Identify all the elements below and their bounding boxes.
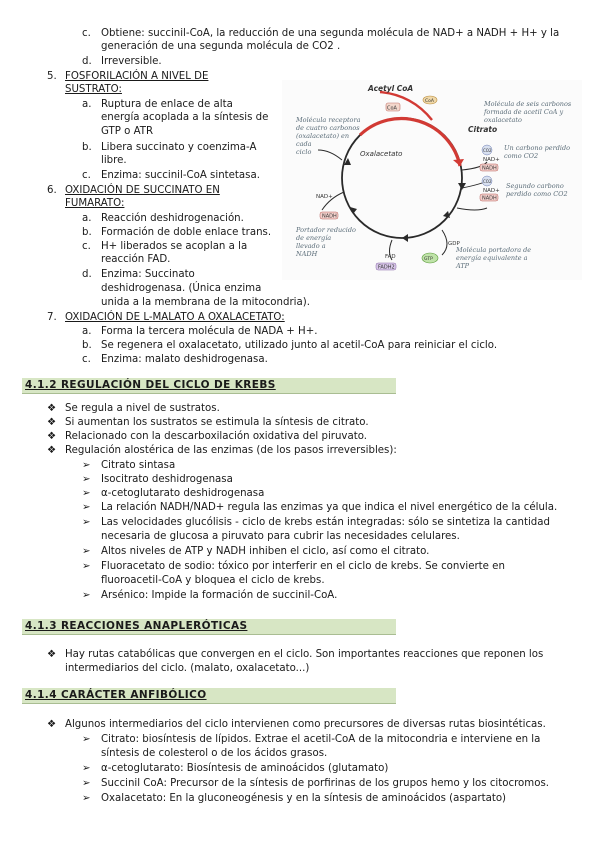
text-line: Enzima: malato deshidrogenasa.	[101, 354, 268, 365]
citrate-label: Citrato	[468, 125, 498, 134]
diamond-bullet-icon: ❖	[47, 403, 57, 414]
annotation: perdido como CO2	[506, 190, 568, 198]
list-marker: c.	[82, 28, 91, 39]
arrow-bullet-icon: ➢	[82, 546, 91, 557]
annotation: Molécula de seis carbonos	[484, 100, 572, 108]
sub-bullet-text: Las velocidades glucólisis - ciclo de krebs están integradas: sólo se sintetiza la cantidad	[101, 517, 550, 528]
annotation: Un carbono perdido	[504, 144, 571, 152]
diamond-bullet-icon: ❖	[47, 719, 57, 730]
list-number: 5.	[47, 71, 57, 82]
bullet-text: Relacionado con la descarboxilación oxidativa del piruvato.	[65, 431, 367, 442]
bullet-text: Hay rutas catabólicas que convergen en el ciclo. Son importantes reacciones que reponen los	[65, 649, 544, 660]
annotation: Molécula portadora de	[456, 246, 532, 254]
fadh2-label: FADH2	[378, 264, 395, 271]
diamond-bullet-icon: ❖	[47, 431, 57, 442]
arrow-bullet-icon: ➢	[82, 561, 91, 572]
list-marker: d.	[82, 269, 92, 280]
text-line: Enzima: Succinato	[101, 269, 195, 280]
text-line: energía acoplada a la síntesis de	[101, 112, 269, 123]
list-marker: b.	[82, 142, 92, 153]
section-heading	[22, 619, 396, 635]
sub-bullet-text: Arsénico: Impide la formación de succinil-CoA.	[101, 590, 338, 601]
gdp-label: GDP	[448, 241, 460, 247]
text-line: Enzima: succinil-CoA sintetasa.	[101, 170, 260, 181]
bullet-text: Regulación alostérica de las enzimas (de los pasos irreversibles):	[65, 445, 397, 456]
annotation: NADH	[296, 250, 318, 258]
text-line: Formación de doble enlace trans.	[101, 227, 272, 238]
section-title: 4.1.2 REGULACIÓN DEL CICLO DE KREBS	[25, 379, 276, 391]
nadh-label: NADH	[322, 213, 337, 220]
annotation: (oxalacetato) en	[296, 132, 350, 140]
text-line: unida a la membrana de la mitocondria).	[101, 297, 310, 308]
coa-label-2: CoA	[425, 99, 434, 104]
oxalacetate-label: Oxalacetato	[360, 150, 403, 158]
text-line: reacción FAD.	[101, 254, 171, 265]
list-marker: b.	[82, 340, 92, 351]
arrow-bullet-icon: ➢	[82, 763, 91, 774]
arrow-bullet-icon: ➢	[82, 517, 91, 528]
co2-label: CO2	[483, 148, 492, 153]
sub-bullet-text: La relación NADH/NAD+ regula las enzimas ya que indica el nivel energético de la célula.	[101, 502, 558, 513]
text-line: Irreversible.	[101, 56, 162, 67]
arrow-bullet-icon: ➢	[82, 488, 91, 499]
item-heading: FOSFORILACIÓN A NIVEL DE	[65, 71, 209, 82]
sub-bullet-text: Fluoracetato de sodio: tóxico por interferir en el ciclo de krebs. Se convierte en	[101, 561, 505, 572]
annotation: oxalacetato	[484, 116, 522, 124]
annotation: Portador reducido	[296, 226, 356, 234]
annotation: ciclo	[296, 148, 312, 156]
sub-bullet-text: Citrato sintasa	[101, 460, 176, 471]
co2-label: CO2	[483, 179, 492, 184]
fad-label: FAD	[385, 254, 396, 260]
list-marker: d.	[82, 56, 92, 67]
arrow-bullet-icon: ➢	[82, 474, 91, 485]
nadh-label: NADH	[482, 165, 497, 172]
bullet-text: Se regula a nivel de sustratos.	[65, 403, 220, 414]
list-marker: c.	[82, 170, 91, 181]
arrow-bullet-icon: ➢	[82, 502, 91, 513]
item-heading: OXIDACIÓN DE L-MALATO A OXALACETATO:	[65, 312, 285, 323]
sub-bullet-text: Citrato: biosíntesis de lípidos. Extrae el acetil-CoA de la mitocondria e interviene en la	[101, 734, 541, 745]
annotation: como CO2	[504, 152, 539, 160]
annotation: cada	[296, 140, 312, 148]
text-line: Ruptura de enlace de alta	[101, 99, 233, 110]
text-line: Obtiene: succinil-CoA, la reducción de una segunda molécula de NAD+ a NADH + H+ y la	[101, 28, 560, 39]
bullet-text: Algunos intermediarios del ciclo intervienen como precursores de diversas rutas biosintéticas.	[65, 719, 546, 730]
section-title: 4.1.3 REACCIONES ANAPLERÓTICAS	[25, 620, 248, 632]
list-marker: a.	[82, 99, 92, 110]
diamond-bullet-icon: ❖	[47, 649, 57, 660]
krebs-cycle-diagram	[282, 80, 582, 280]
text-line: libre.	[101, 155, 127, 166]
item-heading: OXIDACIÓN DE SUCCINATO EN	[65, 185, 220, 196]
annotation: Segundo carbono	[506, 182, 564, 190]
nad-label: NAD+	[316, 194, 333, 200]
section-heading	[22, 378, 396, 394]
arrow-bullet-icon: ➢	[82, 793, 91, 804]
gtp-label: GTP	[424, 257, 433, 262]
section-title: 4.1.4 CARÁCTER ANFIBÓLICO	[25, 689, 207, 701]
arrow-bullet-icon: ➢	[82, 734, 91, 745]
arrow-bullet-icon: ➢	[82, 590, 91, 601]
text-line: Se regenera el oxalacetato, utilizado junto al acetil-CoA para reiniciar el ciclo.	[101, 340, 498, 351]
text-line: generación de una segunda molécula de CO2 .	[101, 41, 341, 52]
nad-label: NAD+	[483, 157, 500, 163]
sub-bullet-text: necesaria de glucosa a piruvato para cubrir las necesidades celulares.	[101, 531, 460, 542]
list-marker: c.	[82, 241, 91, 252]
sub-bullet-text: fluoroacetil-CoA y bloquea el ciclo de krebs.	[101, 575, 325, 586]
list-marker: a.	[82, 213, 92, 224]
sub-bullet-text: α-cetoglutarato deshidrogenasa	[101, 488, 265, 499]
item-heading: SUSTRATO:	[65, 84, 122, 95]
sub-bullet-text: síntesis de colesterol o de los ácidos grasos.	[101, 748, 328, 759]
coa-label: CoA	[387, 105, 397, 112]
section-heading	[22, 688, 396, 704]
bullet-text: intermediarios del ciclo. (malato, oxalacetato...)	[65, 663, 310, 674]
annotation: energía equivalente a	[456, 254, 528, 262]
sub-bullet-text: Succinil CoA: Precursor de la síntesis de porfirinas de los grupos hemo y los citocromos.	[101, 778, 549, 789]
arrow-bullet-icon: ➢	[82, 778, 91, 789]
annotation: ATP	[456, 262, 470, 270]
diamond-bullet-icon: ❖	[47, 417, 57, 428]
annotation: de energía	[296, 234, 332, 242]
sub-bullet-text: Isocitrato deshidrogenasa	[101, 474, 233, 485]
list-marker: b.	[82, 227, 92, 238]
list-number: 7.	[47, 312, 57, 323]
list-marker: a.	[82, 326, 92, 337]
annotation: formada de acetil CoA y	[484, 108, 564, 116]
diamond-bullet-icon: ❖	[47, 445, 57, 456]
item-heading: FUMARATO:	[65, 198, 125, 209]
text-line: Libera succinato y coenzima-A	[101, 142, 257, 153]
annotation: Molécula receptora	[296, 116, 361, 124]
annotation: llevado a	[296, 242, 326, 250]
text-line: deshidrogenasa. (Única enzima	[101, 283, 262, 294]
list-marker: c.	[82, 354, 91, 365]
acetyl-coa-label: Acetyl CoA	[368, 84, 414, 93]
arrow-bullet-icon: ➢	[82, 460, 91, 471]
text-line: GTP o ATR	[101, 126, 154, 137]
text-line: Reacción deshidrogenación.	[101, 213, 244, 224]
nad-label: NAD+	[483, 188, 500, 194]
sub-bullet-text: α-cetoglutarato: Biosíntesis de aminoácidos (glutamato)	[101, 763, 389, 774]
sub-bullet-text: Altos niveles de ATP y NADH inhiben el ciclo, así como el citrato.	[101, 546, 430, 557]
nadh-label: NADH	[482, 195, 497, 202]
text-line: H+ liberados se acoplan a la	[101, 241, 248, 252]
list-number: 6.	[47, 185, 57, 196]
bullet-text: Si aumentan los sustratos se estimula la síntesis de citrato.	[65, 417, 369, 428]
text-line: Forma la tercera molécula de NADA + H+.	[101, 326, 318, 337]
sub-bullet-text: Oxalacetato: En la gluconeogénesis y en la síntesis de aminoácidos (aspartato)	[101, 793, 507, 804]
annotation: de cuatro carbonos	[296, 124, 360, 132]
